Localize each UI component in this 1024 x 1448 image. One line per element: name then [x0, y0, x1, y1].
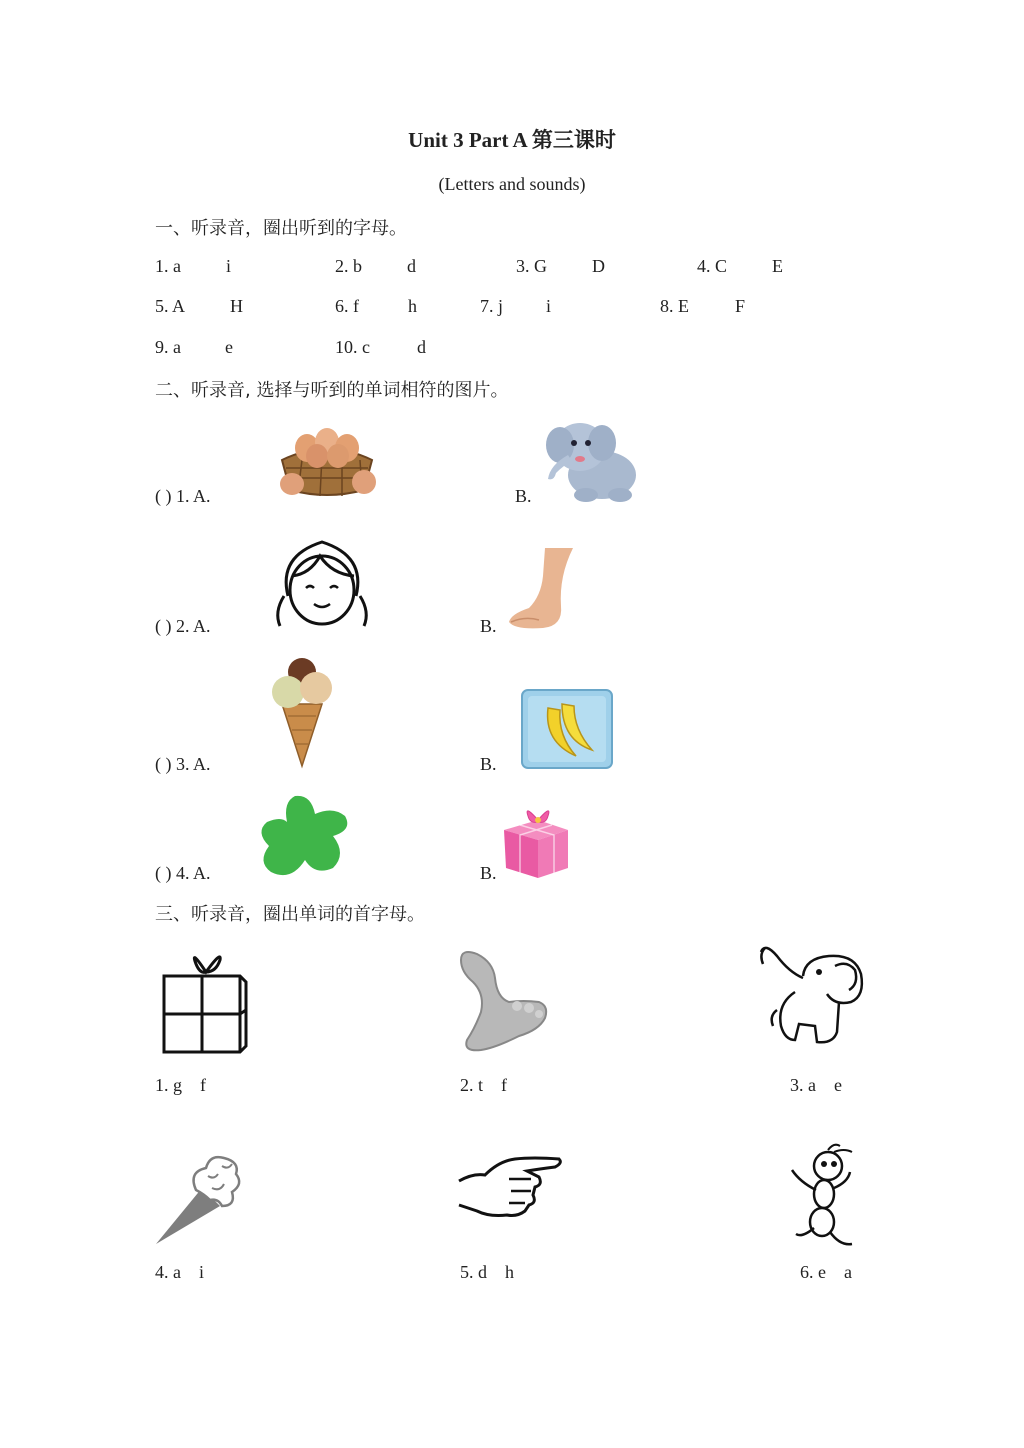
- option-b-4[interactable]: B.: [480, 863, 497, 883]
- ant-icon: [788, 1142, 860, 1250]
- s3-item-1[interactable]: 1. g f: [155, 1075, 206, 1095]
- ice-cream-icon: [268, 656, 338, 768]
- ice-cube-banana-icon: [518, 686, 616, 772]
- s1-item-10[interactable]: 10. c d: [335, 337, 426, 357]
- s1-item-1[interactable]: 1. a i: [155, 256, 232, 276]
- s1-item-7[interactable]: 7. j i: [480, 296, 552, 316]
- answer-paren-3[interactable]: ( ) 3. A.: [155, 754, 211, 774]
- s1-item-8[interactable]: 8. E F: [660, 296, 746, 316]
- answer-paren-1[interactable]: ( ) 1. A.: [155, 486, 211, 506]
- s3-item-6[interactable]: 6. e a: [800, 1262, 852, 1282]
- section1-heading: 一、听录音，圈出听到的字母。: [155, 218, 407, 239]
- gift-box-icon: [498, 802, 573, 882]
- s3-item-4[interactable]: 4. a i: [155, 1262, 204, 1282]
- foot-icon: [455, 948, 550, 1058]
- ice-cream-icon: [152, 1150, 242, 1248]
- page-subtitle: (Letters and sounds): [438, 174, 586, 194]
- option-b-3[interactable]: B.: [480, 754, 497, 774]
- s3-item-2[interactable]: 2. t f: [460, 1075, 507, 1095]
- section2-heading: 二、听录音, 选择与听到的单词相符的图片。: [155, 380, 509, 401]
- s3-item-5[interactable]: 5. d h: [460, 1262, 514, 1282]
- page-title: Unit 3 Part A 第三课时: [408, 128, 616, 152]
- girl-face-icon: [270, 536, 375, 631]
- answer-paren-2[interactable]: ( ) 2. A.: [155, 616, 211, 636]
- egg-basket-icon: [272, 418, 382, 498]
- s1-item-2[interactable]: 2. b d: [335, 256, 416, 276]
- answer-paren-4[interactable]: ( ) 4. A.: [155, 863, 211, 883]
- s1-item-4[interactable]: 4. C E: [697, 256, 783, 276]
- s1-item-5[interactable]: 5. A H: [155, 296, 243, 316]
- section3-heading: 三、听录音，圈出单词的首字母。: [155, 904, 425, 925]
- s1-item-6[interactable]: 6. f h: [335, 296, 417, 316]
- s1-item-9[interactable]: 9. a e: [155, 337, 233, 357]
- option-b-1[interactable]: B.: [515, 486, 532, 506]
- s1-item-3[interactable]: 3. G D: [516, 256, 605, 276]
- gift-box-icon: [160, 950, 250, 1055]
- elephant-icon: [755, 940, 867, 1055]
- option-b-2[interactable]: B.: [480, 616, 497, 636]
- elephant-icon: [540, 415, 645, 505]
- foot-icon: [505, 546, 580, 634]
- green-blob-icon: [255, 792, 353, 880]
- s3-item-3[interactable]: 3. a e: [790, 1075, 842, 1095]
- pointing-hand-icon: [455, 1145, 565, 1220]
